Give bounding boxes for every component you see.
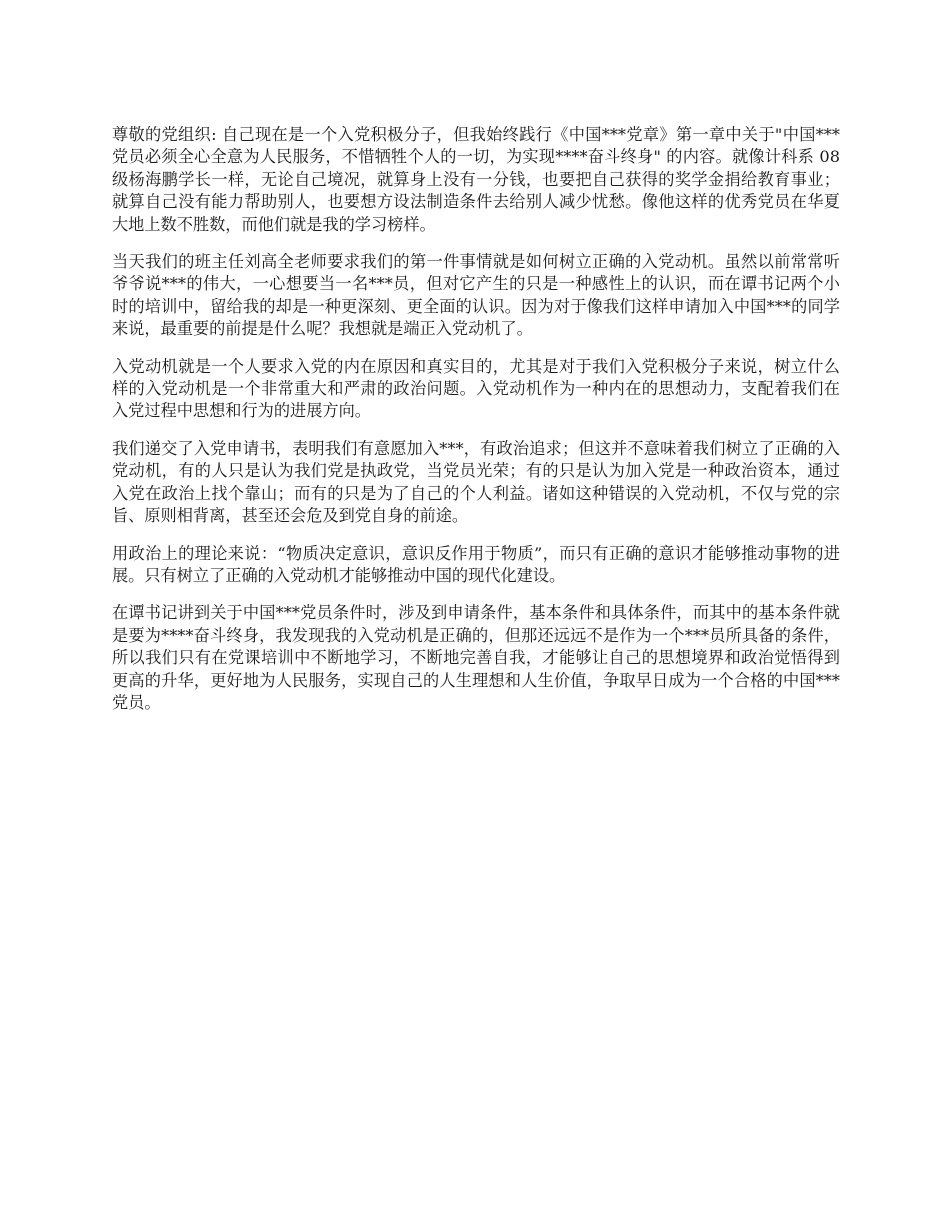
paragraph-1: 尊敬的党组织: 自己现在是一个入党积极分子，但我始终践行《中国***党章》第一章中关于"中国***党员必须全心全意为人民服务，不惜牺牲个人的一切，为实现****奋斗终身" 的内容。就像计科系 08 级杨海鹏学长一样，无论自己境况，就算身上没有一分钱，也要把自己获得的奖学金捐给教育事业；就算自己没有能力帮助别人，也要想方设法制造条件去给别人减少忧愁。像他这样的优秀党员在华夏大地上数不胜数，而他们就是我的学习榜样。: [112, 125, 840, 234]
paragraph-2: 当天我们的班主任刘高全老师要求我们的第一件事情就是如何树立正确的入党动机。虽然以前常常听爷爷说***的伟大，一心想要当一名***员，但对它产生的只是一种感性上的认识，而在谭书记两个小时的培训中，留给我的却是一种更深刻、更全面的认识。因为对于像我们这样申请加入中国***的同学来说，最重要的前提是什么呢？我想就是端正入党动机了。: [112, 252, 840, 339]
paragraph-5: 用政治上的理论来说：“物质决定意识，意识反作用于物质”，而只有正确的意识才能够推动事物的进展。只有树立了正确的入党动机才能够推动中国的现代化建设。: [112, 543, 840, 585]
paragraph-6: 在谭书记讲到关于中国***党员条件时，涉及到申请条件，基本条件和具体条件，而其中的基本条件就是要为****奋斗终身，我发现我的入党动机是正确的，但那还远远不是作为一个***员所具备的条件，所以我们只有在党课培训中不断地学习，不断地完善自我，才能够让自己的思想境界和政治觉悟得到更高的升华，更好地为人民服务，实现自己的人生理想和人生价值，争取早日成为一个合格的中国***党员。: [112, 603, 840, 712]
paragraph-3: 入党动机就是一个人要求入党的内在原因和真实目的，尤其是对于我们入党积极分子来说，树立什么样的入党动机是一个非常重大和严肃的政治问题。入党动机作为一种内在的思想动力，支配着我们在入党过程中思想和行为的进展方向。: [112, 356, 840, 421]
paragraph-4: 我们递交了入党申请书，表明我们有意愿加入***，有政治追求；但这并不意味着我们树立了正确的入党动机，有的人只是认为我们党是执政党，当党员光荣；有的只是认为加入党是一种政治资本，通过入党在政治上找个靠山；而有的只是为了自己的个人利益。诸如这种错误的入党动机，不仅与党的宗旨、原则相背离，甚至还会危及到党自身的前途。: [112, 438, 840, 526]
document-body: [112, 124, 840, 729]
